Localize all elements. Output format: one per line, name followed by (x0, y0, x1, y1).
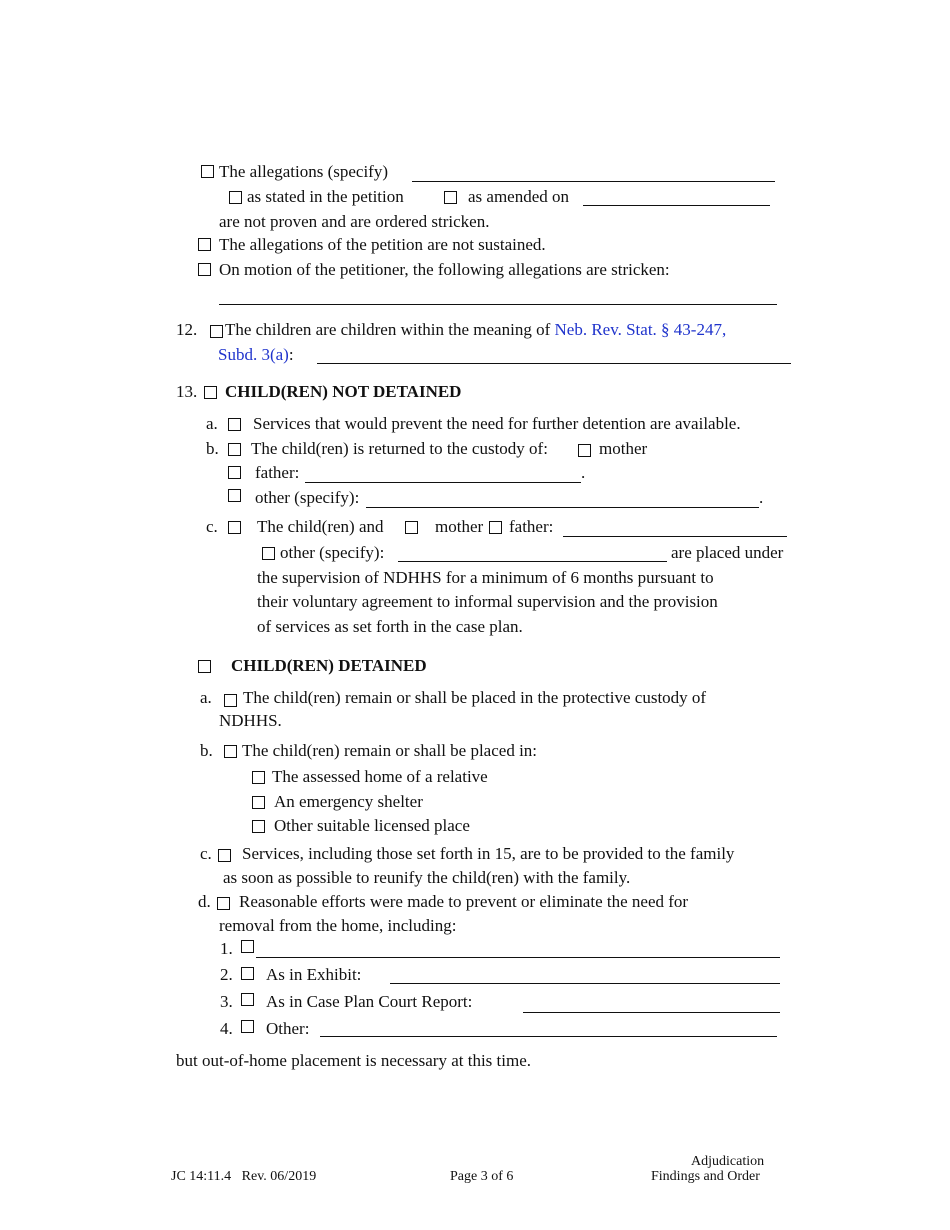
custody-mother-label: mother (599, 439, 648, 458)
not-proven-text: are not proven and are ordered stricken. (219, 212, 490, 231)
effort-1-number: 1. (220, 939, 233, 958)
item-12-text: The children are children within the meaning of Neb. Rev. Stat. § 43-247, (225, 320, 727, 339)
allegations-specify-checkbox[interactable] (201, 165, 214, 178)
protective-custody-line2: NDHHS. (219, 711, 282, 730)
exhibit-line[interactable] (390, 983, 780, 984)
detained-d-letter: d. (198, 892, 211, 911)
services-available-checkbox[interactable] (228, 418, 241, 431)
returned-custody-text: The child(ren) is returned to the custody of: (251, 439, 548, 458)
exhibit-checkbox[interactable] (241, 967, 254, 980)
placement-checkbox[interactable] (224, 745, 237, 758)
effort-1-checkbox[interactable] (241, 940, 254, 953)
not-detained-checkbox[interactable] (204, 386, 217, 399)
placed-under-text: are placed under (671, 543, 784, 562)
custody-mother-checkbox[interactable] (578, 444, 591, 457)
reunify-services-line2: as soon as possible to reunify the child(ren) with the family. (223, 868, 631, 887)
not-detained-heading: CHILD(REN) NOT DETAINED (225, 382, 462, 401)
effort-4-number: 4. (220, 1019, 233, 1038)
services-available-text: Services that would prevent the need for further detention are available. (253, 414, 741, 433)
as-amended-date-line[interactable] (583, 205, 770, 206)
as-amended-checkbox[interactable] (444, 191, 457, 204)
not-detained-c-letter: c. (206, 517, 218, 536)
supervision-father-line[interactable] (563, 536, 787, 537)
supervision-other-label: other (specify): (280, 543, 385, 562)
allegations-specify-label: The allegations (specify) (219, 162, 388, 181)
relative-home-checkbox[interactable] (252, 771, 265, 784)
item-12-number: 12. (176, 320, 198, 339)
custody-father-label: father: (255, 463, 300, 482)
not-detained-a-letter: a. (206, 414, 218, 433)
not-sustained-checkbox[interactable] (198, 238, 211, 251)
custody-other-checkbox[interactable] (228, 489, 241, 502)
footer-page-number: Page 3 of 6 (450, 1169, 514, 1184)
detained-b-letter: b. (200, 741, 213, 760)
supervision-father-checkbox[interactable] (489, 521, 502, 534)
not-detained-b-letter: b. (206, 439, 219, 458)
custody-father-checkbox[interactable] (228, 466, 241, 479)
supervision-mother-checkbox[interactable] (405, 521, 418, 534)
custody-other-label: other (specify): (255, 488, 360, 507)
supervision-mother-label: mother (435, 517, 484, 536)
emergency-shelter-checkbox[interactable] (252, 796, 265, 809)
detained-c-letter: c. (200, 844, 212, 863)
placement-text: The child(ren) remain or shall be placed in: (242, 741, 538, 760)
footer-title-line1: Adjudication (691, 1154, 765, 1169)
emergency-shelter-label: An emergency shelter (274, 792, 423, 811)
as-stated-label: as stated in the petition (247, 187, 404, 206)
supervision-line4: of services as set forth in the case plan. (257, 617, 523, 636)
reasonable-efforts-line2: removal from the home, including: (219, 916, 457, 935)
case-plan-checkbox[interactable] (241, 993, 254, 1006)
effort-3-number: 3. (220, 992, 233, 1011)
on-motion-text: On motion of the petitioner, the following allegations are stricken: (219, 260, 670, 279)
relative-home-label: The assessed home of a relative (272, 767, 488, 786)
item-12-line[interactable] (317, 363, 791, 364)
allegations-specify-line[interactable] (412, 181, 775, 182)
detained-a-letter: a. (200, 688, 212, 707)
licensed-place-checkbox[interactable] (252, 820, 265, 833)
supervision-checkbox[interactable] (228, 521, 241, 534)
footer-title-line2: Findings and Order (651, 1169, 760, 1184)
supervision-line2: the supervision of NDHHS for a minimum of 6 months pursuant to (257, 568, 714, 587)
custody-father-period: . (581, 463, 586, 482)
protective-custody-line1: The child(ren) remain or shall be placed in the protective custody of (243, 688, 707, 707)
statute-link-subd[interactable]: Subd. 3(a) (218, 345, 289, 364)
protective-custody-checkbox[interactable] (224, 694, 237, 707)
detained-checkbox[interactable] (198, 660, 211, 673)
item-12-checkbox[interactable] (210, 325, 223, 338)
reunify-services-line1: Services, including those set forth in 15, are to be provided to the family (242, 844, 735, 863)
reasonable-efforts-line1: Reasonable efforts were made to prevent or eliminate the need for (239, 892, 689, 911)
custody-other-line[interactable] (366, 507, 759, 508)
as-stated-checkbox[interactable] (229, 191, 242, 204)
exhibit-label: As in Exhibit: (266, 965, 362, 984)
returned-custody-checkbox[interactable] (228, 443, 241, 456)
case-plan-line[interactable] (523, 1012, 780, 1013)
supervision-line3: their voluntary agreement to informal supervision and the provision (257, 592, 718, 611)
case-plan-label: As in Case Plan Court Report: (266, 992, 473, 1011)
item-12-line2: Subd. 3(a): (218, 345, 294, 364)
effort-1-line[interactable] (256, 957, 780, 958)
not-sustained-text: The allegations of the petition are not sustained. (219, 235, 546, 254)
other-effort-label: Other: (266, 1019, 310, 1038)
stricken-allegations-line[interactable] (219, 304, 777, 305)
statute-link[interactable]: Neb. Rev. Stat. § 43-247, (554, 320, 727, 339)
item-13-number: 13. (176, 382, 198, 401)
custody-other-period: . (759, 488, 764, 507)
other-effort-checkbox[interactable] (241, 1020, 254, 1033)
custody-father-line[interactable] (305, 482, 581, 483)
effort-2-number: 2. (220, 965, 233, 984)
licensed-place-label: Other suitable licensed place (274, 816, 470, 835)
other-effort-line[interactable] (320, 1036, 777, 1037)
supervision-text: The child(ren) and (257, 517, 384, 536)
footer-form-id: JC 14:11.4 Rev. 06/2019 (171, 1169, 317, 1184)
supervision-other-checkbox[interactable] (262, 547, 275, 560)
supervision-father-label: father: (509, 517, 554, 536)
on-motion-checkbox[interactable] (198, 263, 211, 276)
reunify-services-checkbox[interactable] (218, 849, 231, 862)
reasonable-efforts-checkbox[interactable] (217, 897, 230, 910)
detained-heading: CHILD(REN) DETAINED (231, 656, 427, 675)
as-amended-label: as amended on (468, 187, 570, 206)
placement-conclusion: but out-of-home placement is necessary at this time. (176, 1051, 532, 1070)
supervision-other-line[interactable] (398, 561, 667, 562)
